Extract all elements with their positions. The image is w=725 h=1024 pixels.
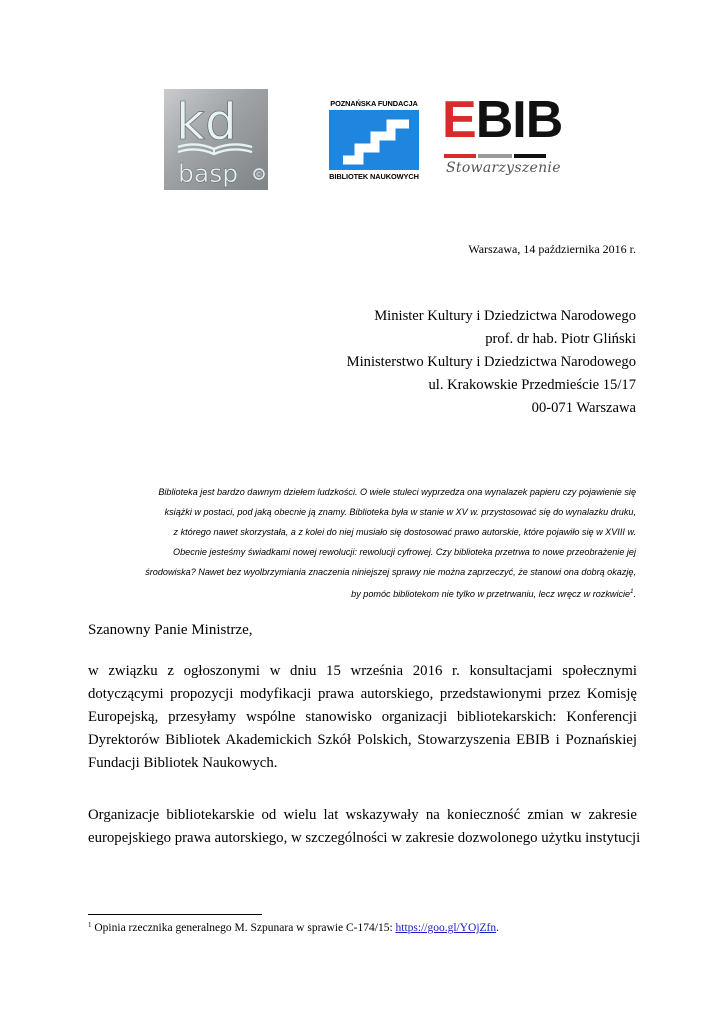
footnote	[88, 921, 499, 934]
motto-end: .	[633, 589, 636, 599]
ebib-logo	[440, 91, 563, 182]
ebib-logo-bar-red	[444, 154, 476, 158]
recipient-line: Minister Kultury i Dziedzictwa Narodowego	[374, 308, 636, 324]
ebib-logo-bar-grey	[478, 154, 512, 158]
pfbn-logo-top-text: POZNAŃSKA FUNDACJA	[330, 99, 418, 108]
motto-line: książki w postaci, pod jaką obecnie ją znamy. Biblioteka była w stanie w XV w. przystosować się do wynalazku druku,	[164, 507, 636, 517]
footnote-separator	[88, 914, 262, 915]
ebib-logo-bar-black	[514, 154, 546, 158]
paragraph-line: Fundacji Bibliotek Naukowych.	[88, 755, 278, 771]
motto-line: by pomóc bibliotekom nie tylko w przetrwaniu, lecz wręcz w rozkwicie	[351, 589, 631, 599]
paragraph-line: Organizacje bibliotekarskie od wielu lat wskazywały na konieczność zmian w zakresie	[88, 807, 637, 823]
kdbasp-logo-graphic	[164, 89, 268, 190]
body-paragraph-2	[88, 804, 641, 850]
recipient-address	[347, 305, 636, 420]
kdbasp-logo-kd-text: kd	[176, 93, 237, 151]
pfbn-logo-bottom-text: BIBLIOTEK NAUKOWYCH	[329, 172, 419, 181]
pfbn-logo	[328, 99, 420, 185]
motto-line: Biblioteka jest bardzo dawnym dziełem ludzkości. O wiele stuleci wyprzedza ona wynalazek papieru czy pojawienie się	[158, 487, 636, 497]
motto-line: z którego nawet skorzystała, a z kolei do niej musiało się dostosować prawo autorskie, które pojawiło się w XVIII w.	[173, 527, 636, 537]
body-paragraph-1	[88, 660, 637, 775]
footnote-number: 1	[88, 921, 92, 929]
kdbasp-logo	[164, 89, 268, 190]
recipient-line: 00-071 Warszawa	[531, 400, 636, 416]
recipient-line: prof. dr hab. Piotr Gliński	[485, 331, 636, 347]
pfbn-logo-stairs-graphic	[329, 110, 419, 170]
paragraph-line: europejskiego prawa autorskiego, w szczególności w zakresie dozwolonego użytku instytucji	[88, 830, 641, 846]
letter-date: Warszawa, 14 października 2016 r.	[468, 242, 636, 256]
footnote-reference[interactable]: 1	[630, 589, 634, 595]
motto-quote	[88, 482, 636, 604]
footnote-link[interactable]: https://goo.gl/YOjZfn	[395, 922, 497, 934]
recipient-line: Ministerstwo Kultury i Dziedzictwa Narodowego	[346, 354, 636, 370]
footnote-end: .	[496, 922, 500, 934]
recipient-line: ul. Krakowskie Przedmieście 15/17	[428, 377, 636, 393]
footnote-text: Opinia rzecznika generalnego M. Szpunara w sprawie C‑174/15:	[91, 922, 396, 934]
paragraph-line: w związku z ogłoszonymi w dniu 15 września 2016 r. konsultacjami społecznymi	[88, 663, 637, 679]
salutation: Szanowny Panie Ministrze,	[88, 622, 253, 638]
ebib-logo-rest: BIB	[475, 91, 563, 149]
ebib-logo-e: E	[442, 91, 476, 149]
ebib-logo-tagline: Stowarzyszenie	[446, 160, 561, 176]
motto-line: Obecnie jesteśmy świadkami nowej rewolucji: rewolucji cyfrowej. Czy biblioteka przetrwa to nowe przeobrażenie jej	[173, 547, 636, 557]
paragraph-line: Dyrektorów Bibliotek Akademickich Szkół Polskich, Stowarzyszenia EBIB i Poznańskiej	[88, 732, 637, 748]
kdbasp-logo-mark: ©	[255, 171, 263, 179]
ebib-logo-word	[442, 91, 563, 149]
motto-line: środowiska? Nawet bez wyolbrzymiania znaczenia niniejszej sprawy nie można zaprzeczyć, że stanowi ona dobrą okazję,	[145, 567, 636, 577]
motto-line-last	[88, 582, 636, 604]
paragraph-line: dotyczącymi propozycji modyfikacji prawa autorskiego, przedstawionymi przez Komisję	[88, 686, 637, 702]
kdbasp-logo-basp-text: basp	[178, 159, 239, 188]
paragraph-line: Europejską, przesyłamy wspólne stanowisko organizacji bibliotekarskich: Konferencji	[88, 709, 637, 725]
